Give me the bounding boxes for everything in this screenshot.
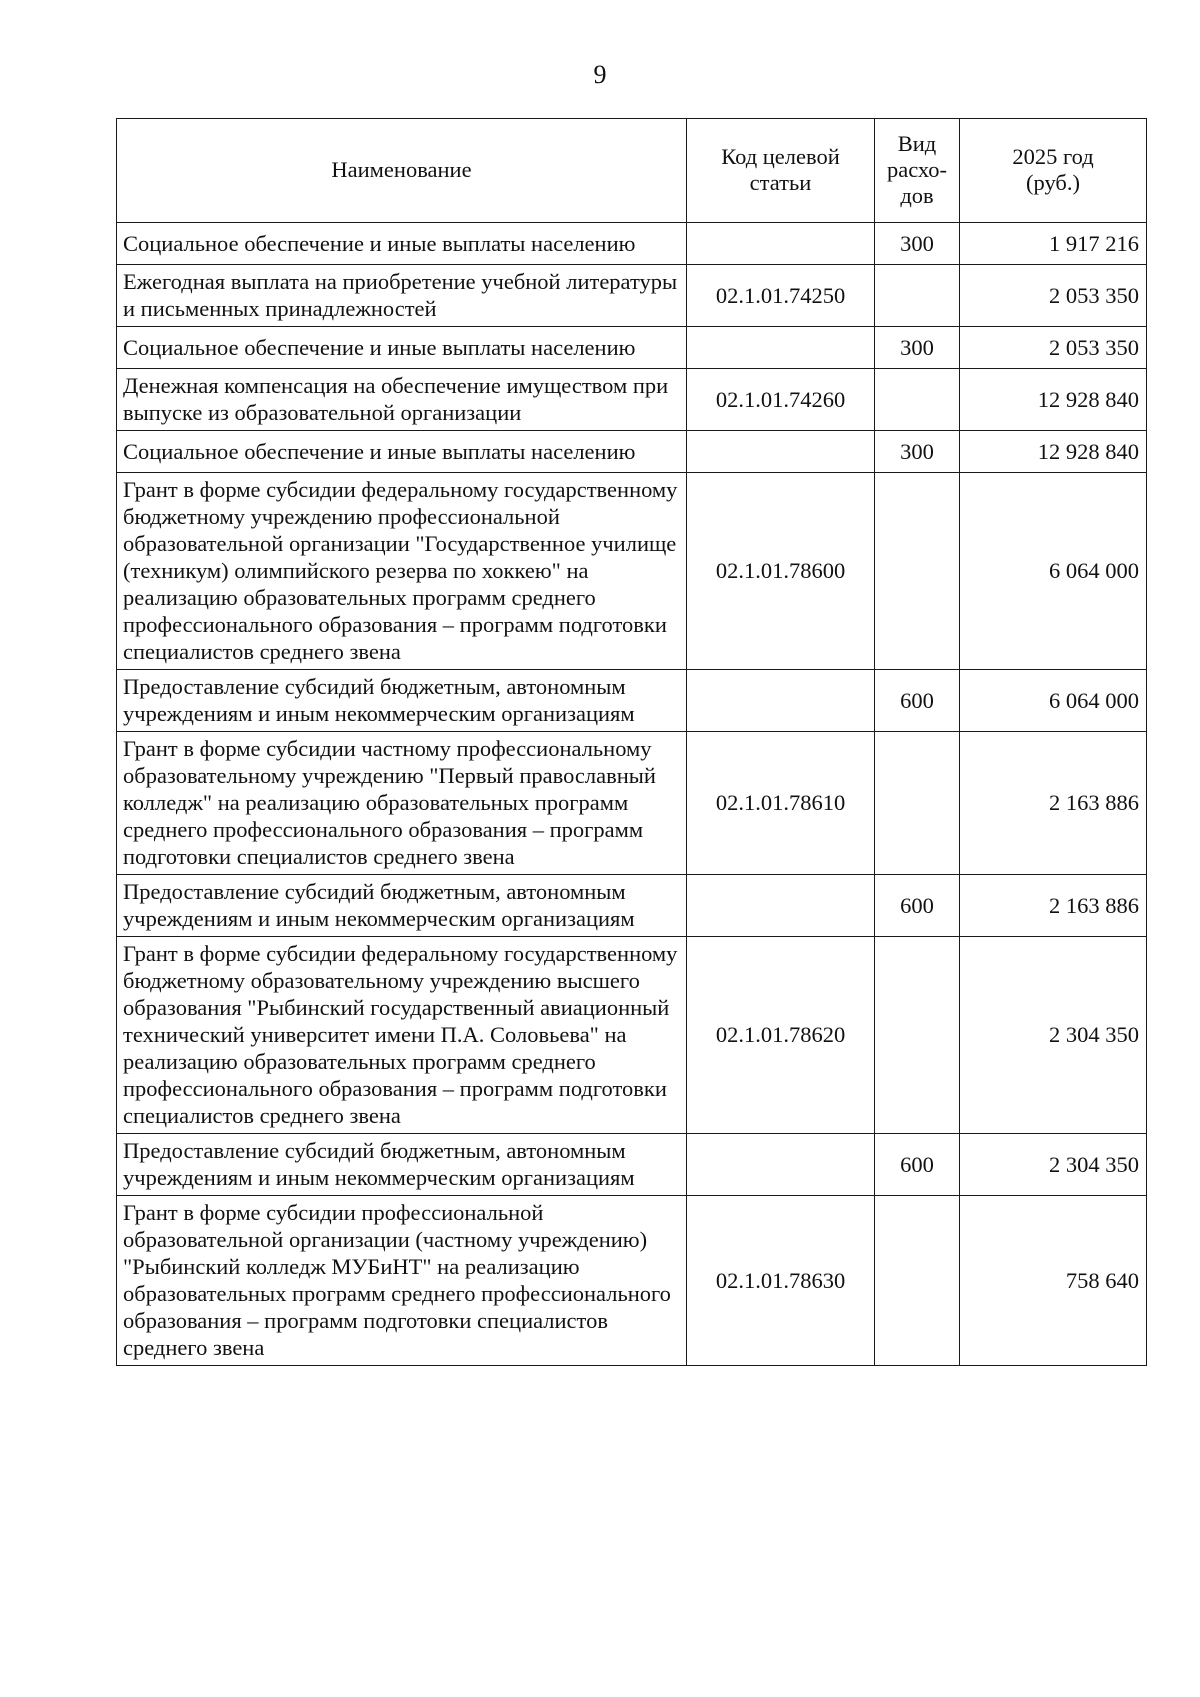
header-code-label: Код целевой статьи [721,144,840,195]
table-row [117,732,1147,875]
page-number: 9 [593,60,607,89]
row-kind: 300 [875,223,960,265]
table-header-row [117,119,1147,223]
row-kind: 300 [875,431,960,473]
table-row [117,1196,1147,1366]
row-amount: 2 304 350 [960,937,1147,1134]
row-code: 02.1.01.78630 [687,1196,875,1366]
row-kind [875,369,960,431]
row-amount: 2 163 886 [960,875,1147,937]
row-kind: 600 [875,875,960,937]
row-code [687,431,875,473]
table-row [117,223,1147,265]
header-kind-label: Вид расхо- дов [886,131,948,208]
table-row [117,937,1147,1134]
row-amount: 2 304 350 [960,1134,1147,1196]
header-code [687,119,875,223]
header-amount [960,119,1147,223]
row-name: Социальное обеспечение и иные выплаты населению [117,327,687,369]
row-kind [875,265,960,327]
row-code: 02.1.01.78620 [687,937,875,1134]
row-amount: 758 640 [960,1196,1147,1366]
row-code: 02.1.01.74260 [687,369,875,431]
row-name: Социальное обеспечение и иные выплаты населению [117,223,687,265]
row-name: Предоставление субсидий бюджетным, автономным учреждениям и иным некоммерческим организациям [117,875,687,937]
row-amount: 12 928 840 [960,431,1147,473]
row-code [687,327,875,369]
row-kind: 600 [875,1134,960,1196]
row-name: Грант в форме субсидии профессиональной образовательной организации (частному учреждению) "Рыбинский колледж МУБиНТ" на реализацию образовательных программ среднего профессионального образования – программ подготовки специалистов среднего звена [117,1196,687,1366]
header-name [117,119,687,223]
row-amount: 2 163 886 [960,732,1147,875]
row-name: Грант в форме субсидии федеральному государственному бюджетному учреждению профессиональной образовательной организации "Государственное училище (техникум) олимпийского резерва по хоккею" на реализацию образовательных программ среднего профессионального образования – программ подготовки специалистов среднего звена [117,473,687,670]
row-kind [875,732,960,875]
row-kind [875,473,960,670]
header-amount-label: 2025 год (руб.) [1012,144,1094,195]
row-kind: 300 [875,327,960,369]
row-code: 02.1.01.74250 [687,265,875,327]
row-kind [875,937,960,1134]
row-name: Ежегодная выплата на приобретение учебной литературы и письменных принадлежностей [117,265,687,327]
budget-table [116,118,1147,1366]
row-code: 02.1.01.78600 [687,473,875,670]
row-code [687,875,875,937]
row-amount: 1 917 216 [960,223,1147,265]
row-name: Предоставление субсидий бюджетным, автономным учреждениям и иным некоммерческим организациям [117,1134,687,1196]
row-amount: 12 928 840 [960,369,1147,431]
table-row [117,670,1147,732]
row-kind [875,1196,960,1366]
table-row [117,369,1147,431]
table-row [117,431,1147,473]
table-row [117,473,1147,670]
row-amount: 6 064 000 [960,473,1147,670]
row-name: Грант в форме субсидии частному профессиональному образовательному учреждению "Первый православный колледж" на реализацию образовательных программ среднего профессионального образования – программ подготовки специалистов среднего звена [117,732,687,875]
row-name: Социальное обеспечение и иные выплаты населению [117,431,687,473]
row-code [687,1134,875,1196]
row-code [687,223,875,265]
row-amount: 2 053 350 [960,327,1147,369]
table-row [117,327,1147,369]
row-kind: 600 [875,670,960,732]
row-amount: 6 064 000 [960,670,1147,732]
row-name: Предоставление субсидий бюджетным, автономным учреждениям и иным некоммерческим организациям [117,670,687,732]
row-amount: 2 053 350 [960,265,1147,327]
header-kind [875,119,960,223]
row-name: Денежная компенсация на обеспечение имуществом при выпуске из образовательной организации [117,369,687,431]
row-code: 02.1.01.78610 [687,732,875,875]
header-name-label: Наименование [331,157,472,182]
row-name: Грант в форме субсидии федеральному государственному бюджетному образовательному учреждению высшего образования "Рыбинский государственный авиационный технический университет имени П.А. Соловьева" на реализацию образовательных программ среднего профессионального образования – программ подготовки специалистов среднего звена [117,937,687,1134]
table-row [117,1134,1147,1196]
row-code [687,670,875,732]
table-row [117,875,1147,937]
table-row [117,265,1147,327]
